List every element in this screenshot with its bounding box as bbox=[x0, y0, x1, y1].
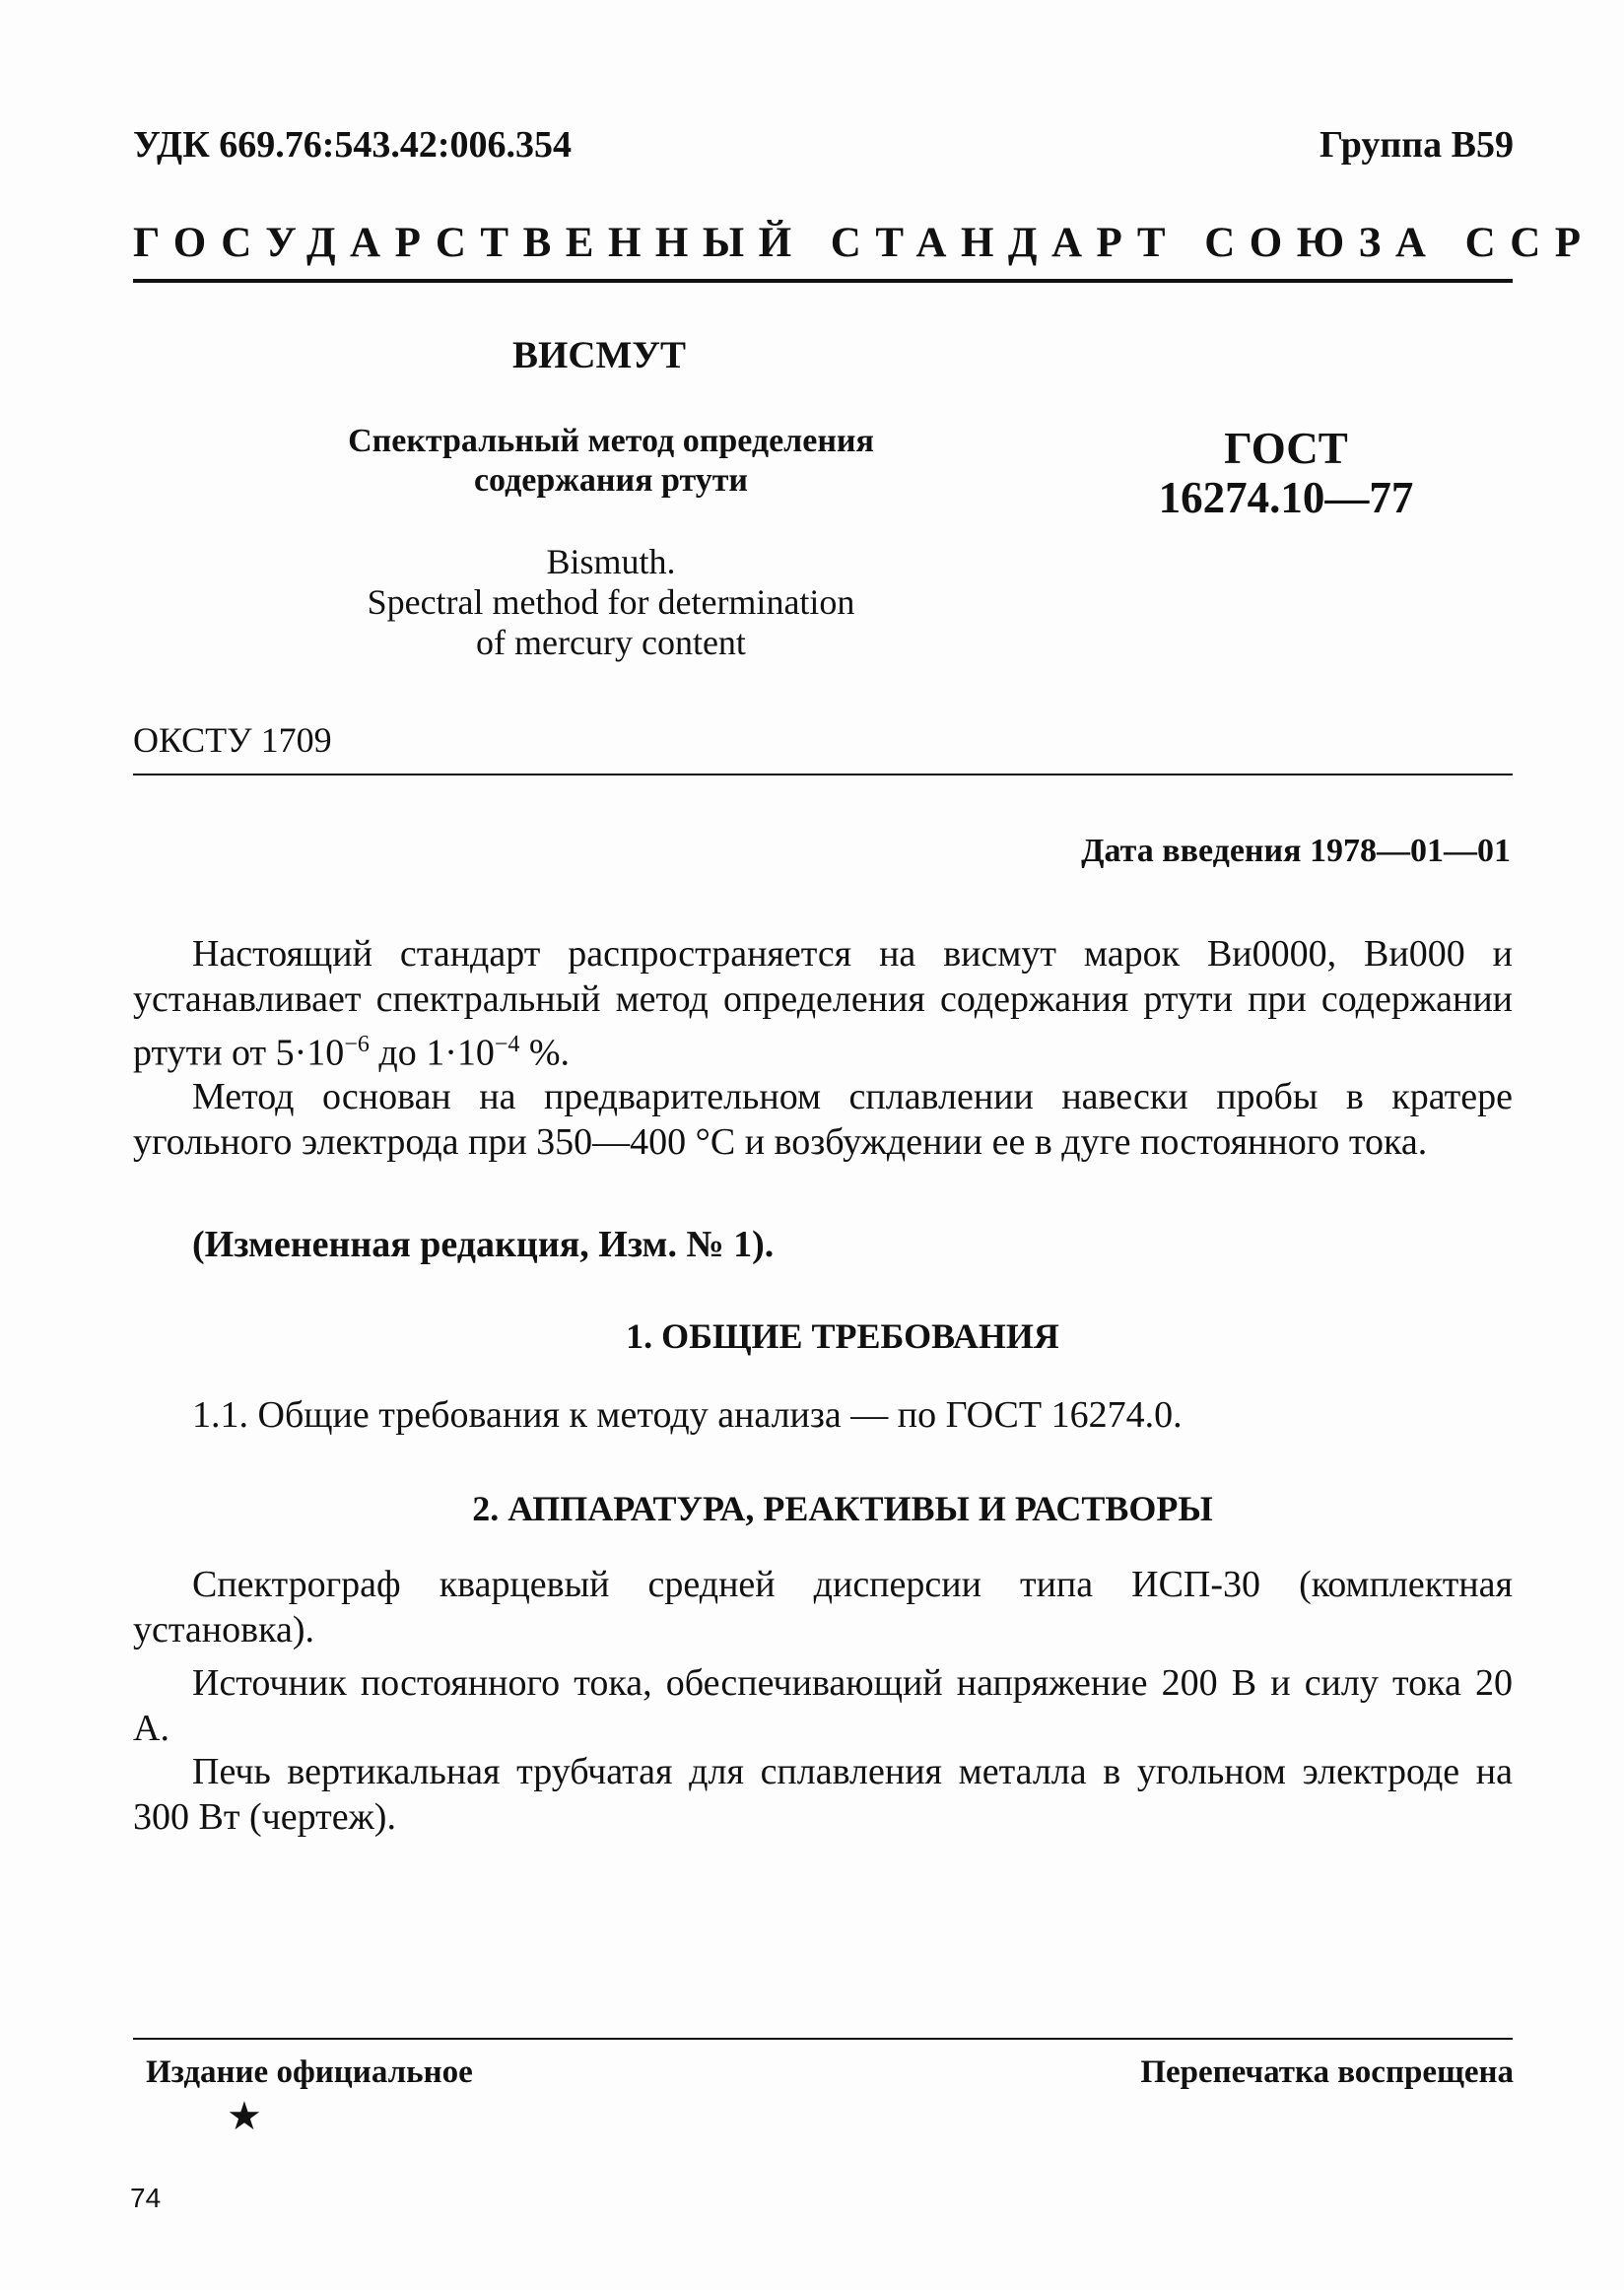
amendment-note: (Измененная редакция, Изм. № 1). bbox=[192, 1224, 775, 1265]
okstu-divider bbox=[133, 774, 1513, 775]
clause-1-1: 1.1. Общие требования к методу анализа — по ГОСТ 16274.0. bbox=[192, 1394, 1183, 1436]
section-1-heading: 1. ОБЩИЕ ТРЕБОВАНИЯ bbox=[626, 1316, 1059, 1356]
state-standard-header: ГОСУДАРСТВЕННЫЙ СТАНДАРТ СОЮЗА ССР bbox=[133, 220, 1595, 266]
footer-divider bbox=[133, 2038, 1513, 2040]
okstu-code: ОКСТУ 1709 bbox=[133, 720, 332, 760]
method-paragraph: Метод основан на предварительном сплавлении навески пробы в кратере угольного электрода при 350—400 °С и возбуждении ее в дуге постоянного тока. bbox=[133, 1076, 1513, 1163]
reprint-prohibited-label: Перепечатка воспрещена bbox=[1140, 2054, 1514, 2090]
gost-designation bbox=[1123, 424, 1449, 522]
equipment-spectrograph: Спектрограф кварцевый средней дисперсии типа ИСП-30 (комплектная установка). bbox=[133, 1564, 1513, 1650]
header-divider bbox=[133, 279, 1513, 283]
gost-label: ГОСТ bbox=[1224, 424, 1348, 473]
document-title: ВИСМУТ bbox=[512, 334, 686, 376]
official-edition-label: Издание официальное bbox=[146, 2054, 473, 2090]
star-icon: ★ bbox=[227, 2094, 262, 2138]
scope-text-end: %. bbox=[519, 1032, 571, 1074]
title-english-line-3: of mercury content bbox=[476, 623, 746, 662]
udk-code: УДК 669.76:543.42:006.354 bbox=[133, 124, 573, 166]
title-english-line-1: Bismuth. bbox=[546, 542, 676, 581]
scope-exponent-2: −4 bbox=[494, 1032, 520, 1057]
introduction-date: Дата введения 1978—01—01 bbox=[1081, 833, 1511, 869]
title-english bbox=[251, 542, 971, 663]
section-2-heading: 2. АППАРАТУРА, РЕАКТИВЫ И РАСТВОРЫ bbox=[472, 1489, 1213, 1528]
equipment-furnace: Печь вертикальная трубчатая для сплавления металла в угольном электроде на 300 Вт (чертеж). bbox=[133, 1751, 1513, 1838]
scope-exponent-1: −6 bbox=[344, 1032, 370, 1057]
scope-text-mid: до 1·10 bbox=[369, 1032, 495, 1074]
equipment-power-source: Источник постоянного тока, обеспечивающий напряжение 200 В и силу тока 20 А. bbox=[133, 1662, 1513, 1749]
title-russian-line-2: содержания ртути bbox=[473, 462, 749, 499]
group-code: Группа В59 bbox=[1319, 124, 1514, 166]
scope-paragraph bbox=[133, 931, 1513, 1076]
scope-text: Настоящий стандарт распространяется на висмут марок Ви0000, Ви000 и устанавливает спектральный метод определения содержания ртути при содержании ртути от 5·10 bbox=[133, 933, 1513, 1074]
title-english-line-2: Spectral method for determination bbox=[367, 582, 855, 622]
title-russian-line-1: Спектральный метод определения bbox=[348, 423, 874, 459]
title-russian bbox=[251, 422, 971, 501]
gost-number: 16274.10—77 bbox=[1158, 473, 1414, 522]
page-number: 74 bbox=[130, 2183, 162, 2213]
